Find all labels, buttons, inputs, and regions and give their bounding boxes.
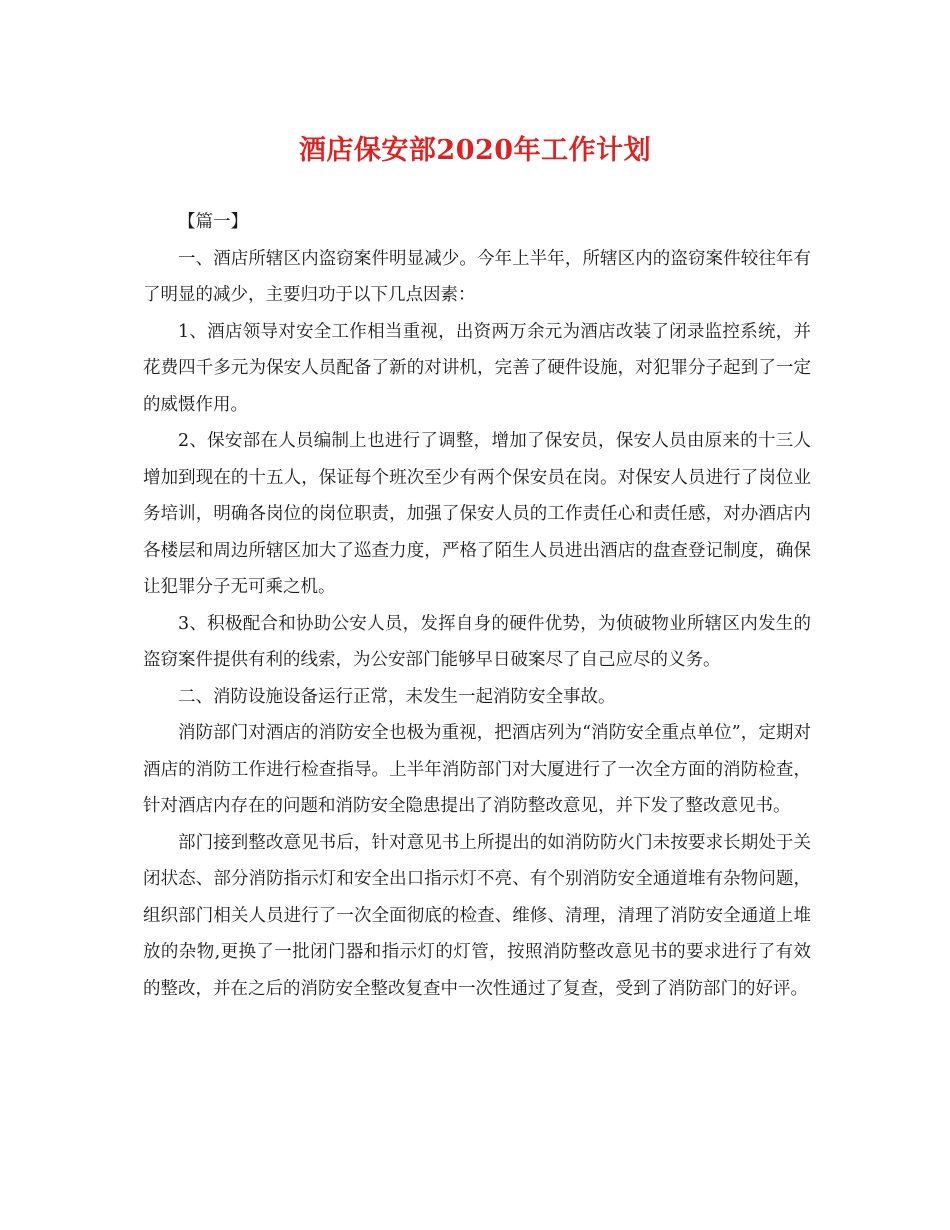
document-body xyxy=(143,204,811,1007)
document-title: 酒店保安部2020年工作计划 xyxy=(298,135,652,166)
paragraph: 3、积极配合和协助公安人员，发挥自身的硬件优势，为侦破物业所辖区内发生的盗窃案件提供有利的线索，为公安部门能够早日破案尽了自己应尽的义务。 xyxy=(143,613,811,670)
paragraph: 2、保安部在人员编制上也进行了调整，增加了保安员，保安人员由原来的十三人增加到现在的十五人，保证每个班次至少有两个保安员在岗。对保安人员进行了岗位业务培训，明确各岗位的岗位职责，加强了保安人员的工作责任心和责任感，对办酒店内各楼层和周边所辖区加大了巡查力度，严格了陌生人员进出酒店的盘查登记制度，确保让犯罪分子无可乘之机。 xyxy=(143,431,811,597)
paragraph: 部门接到整改意见书后，针对意见书上所提出的如消防防火门未按要求长期处于关闭状态、部分消防指示灯和安全出口指示灯不亮、有个别消防安全通道堆有杂物问题，组织部门相关人员进行了一次全面彻底的检查、维修、清理，清理了消防安全通道上堆放的杂物,更换了一批闭门器和指示灯的灯管，按照消防整改意见书的要求进行了有效的整改，并在之后的消防安全整改复查中一次性通过了复查，受到了消防部门的好评。 xyxy=(143,832,811,999)
paragraph: 消防部门对酒店的消防安全也极为重视，把酒店列为“消防安全重点单位”，定期对酒店的消防工作进行检查指导。上半年消防部门对大厦进行了一次全方面的消防检查，针对酒店内存在的问题和消防安全隐患提出了消防整改意见，并下发了整改意见书。 xyxy=(143,723,811,816)
section-marker: 【篇一】 xyxy=(178,212,248,232)
paragraph: 二、消防设施设备运行正常，未发生一起消防安全事故。 xyxy=(178,686,616,707)
paragraph: 1、酒店领导对安全工作相当重视，出资两万余元为酒店改装了闭录监控系统，并花费四千多元为保安人员配备了新的对讲机，完善了硬件设施，对犯罪分子起到了一定的威慑作用。 xyxy=(143,321,811,415)
paragraph: 一、酒店所辖区内盗窃案件明显减少。今年上半年，所辖区内的盗窃案件较往年有了明显的减少，主要归功于以下几点因素： xyxy=(143,248,811,305)
